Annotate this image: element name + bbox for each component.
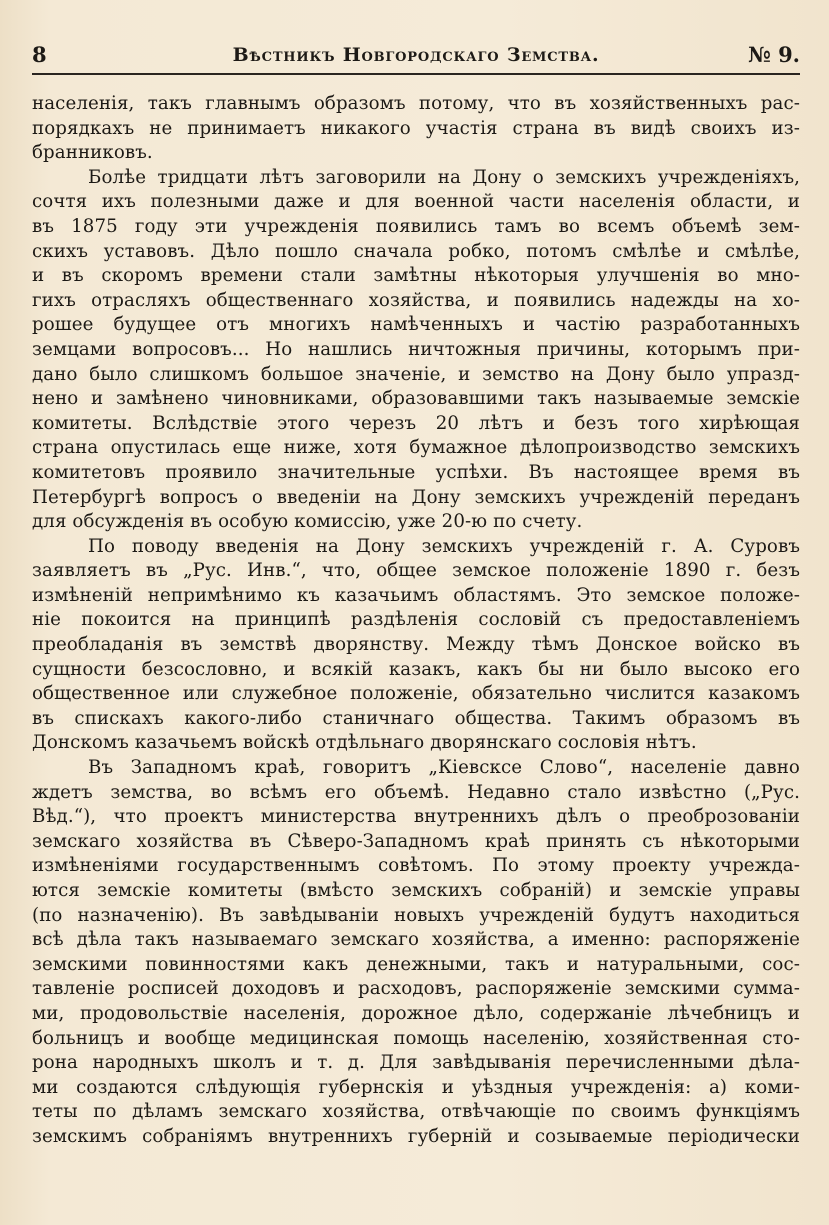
text-line: земскаго хозяйства въ Сѣверо-Западномъ краѣ принять съ нѣкоторыми xyxy=(32,830,800,852)
text-line: Вѣд.“), что проектъ министерства внутреннихъ дѣлъ о преоброзованіи xyxy=(32,806,800,828)
text-line: рошее будущее отъ многихъ намѣченныхъ и частію разработанныхъ xyxy=(32,314,800,336)
text-line: для обсужденія въ особую комиссію, уже 20-ю по счету. xyxy=(32,511,583,533)
text-line: порядкахъ не принимаетъ никакого участія страна въ видѣ своихъ из- xyxy=(32,117,800,139)
text-line: измѣненій непримѣнимо къ казачьимъ областямъ. Это земское положе- xyxy=(32,584,800,606)
text-line: Донскомъ казачьемъ войскѣ отдѣльнаго дворянскаго сословія нѣтъ. xyxy=(32,732,697,754)
text-line: заявляетъ въ „Рус. Инв.“, что, общее земское положеніе 1890 г. безъ xyxy=(32,560,800,582)
text-line: всѣ дѣла такъ называемаго земскаго хозяйства, а именно: распоряженіе xyxy=(32,929,800,951)
text-line: ждетъ земства, во всѣмъ его объемѣ. Недавно стало извѣстно („Рус. xyxy=(32,781,800,803)
text-line: рона народныхъ школъ и т. д. Для завѣдыванія перечисленными дѣла- xyxy=(32,1052,800,1074)
page-number: 8 xyxy=(32,42,47,67)
text-line: По поводу введенія на Дону земскихъ учрежденій г. А. Суровъ xyxy=(88,535,800,557)
text-line: страна опустилась еще ниже, хотя бумажное дѣлопроизводство земскихъ xyxy=(32,437,800,459)
text-line: (по назначенію). Въ завѣдываніи новыхъ учрежденій будутъ находиться xyxy=(32,904,800,926)
text-line: дано было слишкомъ большое значеніе, и земство на Дону было упразд- xyxy=(32,363,800,385)
text-line: земскими повинностями какъ денежными, такъ и натуральными, сос- xyxy=(32,953,800,975)
issue-number: № 9. xyxy=(747,42,800,67)
text-line: бранниковъ. xyxy=(32,142,153,164)
text-line: тавленіе росписей доходовъ и расходовъ, распоряженіе земскими сумма- xyxy=(32,978,800,1000)
article-body xyxy=(32,92,800,1150)
header-rule xyxy=(32,73,800,75)
text-line: преобладанія въ земствѣ дворянству. Между тѣмъ Донское войско въ xyxy=(32,634,800,656)
text-line: въ спискахъ какого-либо станичнаго общества. Такимъ образомъ въ xyxy=(32,707,800,729)
text-line: измѣненіями государственнымъ совѣтомъ. По этому проекту учрежда- xyxy=(32,855,800,877)
journal-title: Вѣстникъ Новгородскаго Земства. xyxy=(232,44,600,66)
text-line: земскимъ собраніямъ внутреннихъ губерній и созываемые періодически xyxy=(32,1125,800,1147)
text-line: ми, продовольствіе населенія, дорожное дѣло, содержаніе лѣчебницъ и xyxy=(32,1002,800,1024)
text-line: комитетовъ проявило значительные успѣхи. Въ настоящее время въ xyxy=(32,461,800,483)
text-line: Въ Западномъ краѣ, говоритъ „Кіевсксе Слово“, населеніе давно xyxy=(88,757,800,779)
text-line: общественное или служебное положеніе, обязательно числится казакомъ xyxy=(32,683,800,705)
text-line: скихъ уставовъ. Дѣло пошло сначала робко, потомъ смѣлѣе и смѣлѣе, xyxy=(32,240,800,262)
running-header xyxy=(32,36,800,70)
text-line: земцами вопросовъ... Но нашлись ничтожныя причины, которымъ при- xyxy=(32,338,800,360)
text-line: населенія, такъ главнымъ образомъ потому, что въ хозяйственныхъ рас- xyxy=(32,93,800,114)
text-line: нено и замѣнено чиновниками, образовавшими такъ называемые земскіе xyxy=(32,388,800,410)
text-line: ніе покоится на принципѣ раздѣленія сословій съ предоставленіемъ xyxy=(32,609,800,631)
text-line: Болѣе тридцати лѣтъ заговорили на Дону о земскихъ учрежденіяхъ, xyxy=(88,166,800,188)
text-line: больницъ и вообще медицинская помощь населенію, хозяйственная сто- xyxy=(32,1027,800,1049)
text-line: сочтя ихъ полезными даже и для военной части населенія области, и xyxy=(32,191,800,213)
text-line: теты по дѣламъ земскаго хозяйства, отвѣчающіе по своимъ функціямъ xyxy=(32,1101,800,1123)
text-line: и въ скоромъ времени стали замѣтны нѣкоторыя улучшенія во мно- xyxy=(32,265,800,287)
text-line: ются земскіе комитеты (вмѣсто земскихъ собраній) и земскіе управы xyxy=(32,880,800,901)
text-line: въ 1875 году эти учрежденія появились тамъ во всемъ объемѣ зем- xyxy=(32,215,800,237)
text-line: сущности безсословно, и всякій казакъ, какъ бы ни было высоко его xyxy=(32,658,800,680)
text-line: гихъ отрасляхъ общественнаго хозяйства, и появились надежды на хо- xyxy=(32,289,800,311)
text-line: Петербургѣ вопросъ о введеніи на Дону земскихъ учрежденій переданъ xyxy=(32,486,800,508)
text-line: комитеты. Вслѣдствіе этого черезъ 20 лѣтъ и безъ того хирѣющая xyxy=(32,412,800,434)
text-line: ми создаются слѣдующія губернскія и уѣздныя учрежденія: а) коми- xyxy=(32,1076,800,1098)
